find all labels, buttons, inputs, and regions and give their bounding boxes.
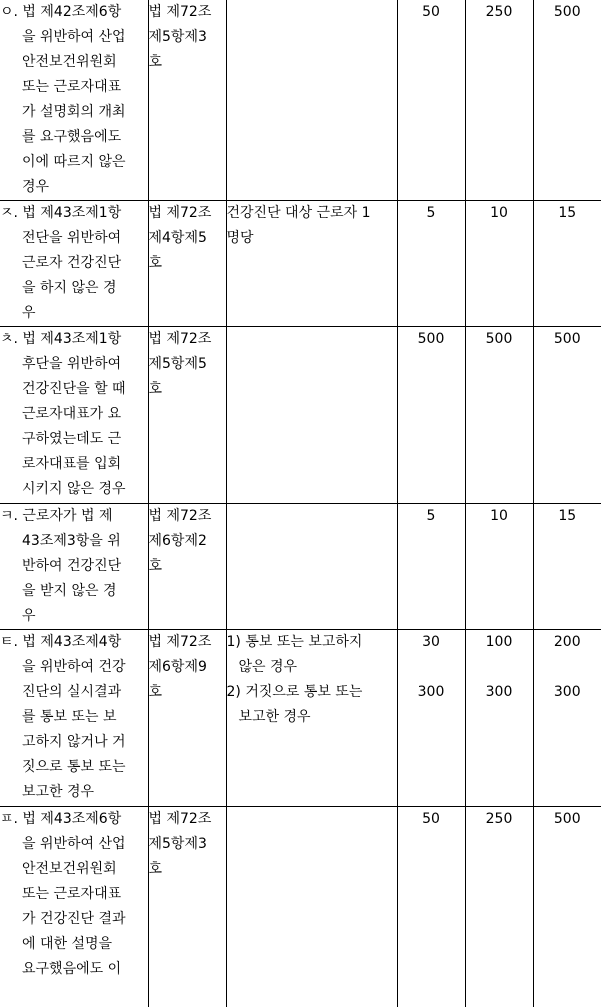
legal-basis-cell — [148, 807, 226, 1007]
violation-line: ㅈ. 법 제43조제1항 — [0, 201, 148, 226]
violation-line: ㅋ. 근로자가 법 제 — [0, 504, 148, 529]
detail-cell — [226, 630, 397, 807]
second-offense-amount: 500 — [466, 327, 533, 352]
violation-line: 에 대한 설명을 — [0, 932, 148, 957]
first-offense-amount-cell — [397, 201, 465, 327]
third-offense-amount-cell — [533, 201, 601, 327]
third-offense-amount: 500 — [534, 0, 601, 25]
legal-basis-line: 호 — [149, 554, 226, 579]
first-offense-amount: 5 — [398, 201, 465, 226]
second-offense-amount: 250 — [466, 807, 533, 832]
table-row — [0, 504, 601, 630]
detail-cell — [226, 327, 397, 504]
legal-basis-line: 법 제72조 — [149, 0, 226, 25]
second-offense-amount: 250 — [466, 0, 533, 25]
legal-basis-line: 법 제72조 — [149, 201, 226, 226]
violation-line: ㅌ. 법 제43조제4항 — [0, 630, 148, 655]
legal-basis-line: 제6항제9 — [149, 655, 226, 680]
violation-line: 을 위반하여 산업 — [0, 832, 148, 857]
legal-basis-line: 호 — [149, 50, 226, 75]
table-row — [0, 807, 601, 1007]
legal-basis-line: 호 — [149, 377, 226, 402]
second-offense-amount-cell — [465, 504, 533, 630]
third-offense-amount-cell — [533, 630, 601, 807]
first-offense-amount-cell — [397, 504, 465, 630]
second-offense-amount: 10 — [466, 201, 533, 226]
legal-basis-line: 호 — [149, 857, 226, 882]
first-offense-amount: 5 — [398, 504, 465, 529]
first-offense-amount: 30 — [398, 630, 465, 655]
violation-cell — [0, 807, 148, 1007]
first-offense-amount: 300 — [398, 680, 465, 705]
detail-line: 2) 거짓으로 통보 또는 — [227, 680, 397, 705]
violation-line: 후단을 위반하여 — [0, 352, 148, 377]
first-offense-amount-cell — [397, 0, 465, 201]
violation-cell — [0, 327, 148, 504]
legal-basis-line: 제5항제3 — [149, 832, 226, 857]
table-row — [0, 201, 601, 327]
legal-basis-line: 호 — [149, 251, 226, 276]
violation-line: 경우 — [0, 175, 148, 200]
legal-basis-line: 제5항제3 — [149, 25, 226, 50]
violation-cell — [0, 0, 148, 201]
third-offense-amount: 15 — [534, 201, 601, 226]
legal-basis-cell — [148, 0, 226, 201]
legal-basis-cell — [148, 201, 226, 327]
violation-line: 를 통보 또는 보 — [0, 705, 148, 730]
violation-line: 을 위반하여 건강 — [0, 655, 148, 680]
violation-line: 이에 따르지 않은 — [0, 150, 148, 175]
violation-line: 짓으로 통보 또는 — [0, 755, 148, 780]
third-offense-amount-cell — [533, 327, 601, 504]
violation-line: 가 설명회의 개최 — [0, 100, 148, 125]
violation-line: 진단의 실시결과 — [0, 680, 148, 705]
legal-basis-line: 제5항제5 — [149, 352, 226, 377]
violation-cell — [0, 201, 148, 327]
table-row — [0, 327, 601, 504]
violation-cell — [0, 504, 148, 630]
violation-line: ㅍ. 법 제43조제6항 — [0, 807, 148, 832]
violation-line: 로자대표를 입회 — [0, 452, 148, 477]
violation-line: 보고한 경우 — [0, 780, 148, 805]
third-offense-amount-cell — [533, 504, 601, 630]
second-offense-amount-cell — [465, 0, 533, 201]
violation-line: 우 — [0, 301, 148, 326]
violation-line: 요구했음에도 이 — [0, 957, 148, 982]
first-offense-amount: 500 — [398, 327, 465, 352]
legal-basis-line: 법 제72조 — [149, 807, 226, 832]
second-offense-amount-cell — [465, 327, 533, 504]
violation-line: 구하였는데도 근 — [0, 427, 148, 452]
legal-basis-line: 법 제72조 — [149, 327, 226, 352]
detail-cell — [226, 201, 397, 327]
violation-line: 을 위반하여 산업 — [0, 25, 148, 50]
first-offense-amount-cell — [397, 630, 465, 807]
legal-basis-cell — [148, 630, 226, 807]
detail-cell — [226, 0, 397, 201]
second-offense-amount-cell — [465, 201, 533, 327]
violation-line: ㅇ. 법 제42조제6항 — [0, 0, 148, 25]
third-offense-amount-cell — [533, 807, 601, 1007]
violation-line: 안전보건위원회 — [0, 50, 148, 75]
legal-basis-line: 제4항제5 — [149, 226, 226, 251]
violation-line: 또는 근로자대표 — [0, 882, 148, 907]
violation-line: 건강진단을 할 때 — [0, 377, 148, 402]
detail-line: 건강진단 대상 근로자 1 — [227, 201, 397, 226]
legal-basis-line: 법 제72조 — [149, 504, 226, 529]
third-offense-amount: 15 — [534, 504, 601, 529]
legal-basis-cell — [148, 504, 226, 630]
first-offense-amount — [398, 655, 465, 680]
first-offense-amount: 50 — [398, 0, 465, 25]
detail-cell — [226, 807, 397, 1007]
violation-line: 43조제3항을 위 — [0, 529, 148, 554]
first-offense-amount-cell — [397, 327, 465, 504]
third-offense-amount: 500 — [534, 327, 601, 352]
first-offense-amount-cell — [397, 807, 465, 1007]
second-offense-amount: 100 — [466, 630, 533, 655]
third-offense-amount-cell — [533, 0, 601, 201]
first-offense-amount: 50 — [398, 807, 465, 832]
legal-basis-line: 호 — [149, 680, 226, 705]
third-offense-amount: 200 — [534, 630, 601, 655]
legal-basis-line: 법 제72조 — [149, 630, 226, 655]
violation-line: 을 받지 않은 경 — [0, 579, 148, 604]
violation-line: ㅊ. 법 제43조제1항 — [0, 327, 148, 352]
third-offense-amount — [534, 655, 601, 680]
violation-cell — [0, 630, 148, 807]
third-offense-amount: 300 — [534, 680, 601, 705]
violation-line: 또는 근로자대표 — [0, 75, 148, 100]
detail-line: 1) 통보 또는 보고하지 — [227, 630, 397, 655]
detail-line: 보고한 경우 — [227, 705, 397, 730]
detail-line: 명당 — [227, 226, 397, 251]
second-offense-amount-cell — [465, 807, 533, 1007]
legal-basis-line: 제6항제2 — [149, 529, 226, 554]
violation-line: 근로자 건강진단 — [0, 251, 148, 276]
violation-line: 가 건강진단 결과 — [0, 907, 148, 932]
violation-line: 우 — [0, 604, 148, 629]
table-row — [0, 630, 601, 807]
second-offense-amount-cell — [465, 630, 533, 807]
violation-line: 근로자대표가 요 — [0, 402, 148, 427]
detail-cell — [226, 504, 397, 630]
second-offense-amount: 300 — [466, 680, 533, 705]
third-offense-amount: 500 — [534, 807, 601, 832]
violation-line: 전단을 위반하여 — [0, 226, 148, 251]
detail-line: 않은 경우 — [227, 655, 397, 680]
violation-line: 를 요구했음에도 — [0, 125, 148, 150]
violation-line: 안전보건위원회 — [0, 857, 148, 882]
legal-basis-cell — [148, 327, 226, 504]
violation-line: 을 하지 않은 경 — [0, 276, 148, 301]
violation-line: 고하지 않거나 거 — [0, 730, 148, 755]
table-row — [0, 0, 601, 201]
second-offense-amount: 10 — [466, 504, 533, 529]
violation-line: 시키지 않은 경우 — [0, 477, 148, 502]
violation-line: 반하여 건강진단 — [0, 554, 148, 579]
second-offense-amount — [466, 655, 533, 680]
